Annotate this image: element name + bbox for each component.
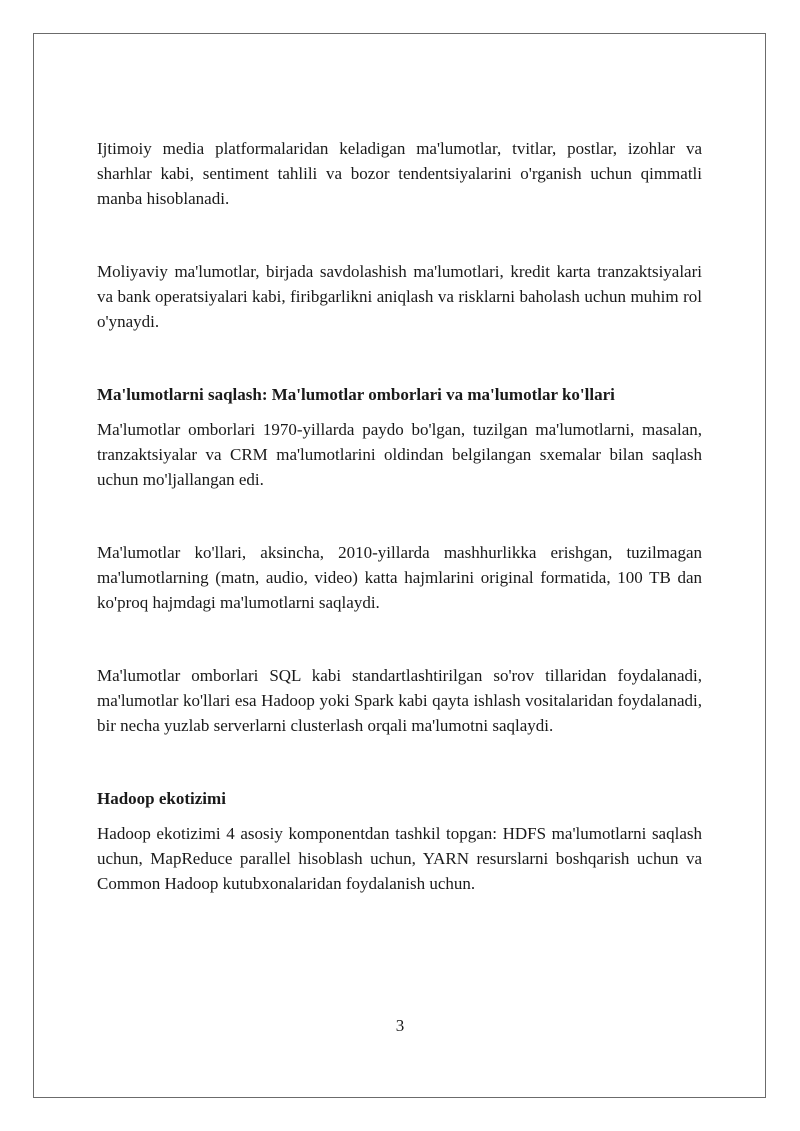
heading-hadoop-ecosystem: Hadoop ekotizimi [97,789,226,808]
paragraph-data-warehouses: Ma'lumotlar omborlari 1970-yillarda paydo bo'lgan, tuzilgan ma'lumotlarni, masalan, tranzaktsiyalar va CRM ma'lumotlarini oldindan belgilangan sxemalar bilan saqlash uchun mo'ljallangan edi. [97,420,702,489]
page-number: 3 [395,1016,405,1035]
heading-data-storage: Ma'lumotlarni saqlash: Ma'lumotlar omborlari va ma'lumotlar ko'llari [97,385,615,404]
paragraph-financial-data: Moliyaviy ma'lumotlar, birjada savdolashish ma'lumotlari, kredit karta tranzaktsiyalari va bank operatsiyalari kabi, firibgarlikni aniqlash va risklarni baholash uchun muhim rol o'ynaydi. [97,262,702,331]
paragraph-data-lakes: Ma'lumotlar ko'llari, aksincha, 2010-yillarda mashhurlikka erishgan, tuzilmagan ma'lumotlarning (matn, audio, video) katta hajmlarini original formatida, 100 TB dan ko'proq hajmdagi ma'lumotlarni saqlaydi. [97,543,702,612]
page-content [97,136,702,896]
paragraph-social-media-data: Ijtimoiy media platformalaridan keladigan ma'lumotlar, tvitlar, postlar, izohlar va sharhlar kabi, sentiment tahlili va bozor tendentsiyalarini o'rganish uchun qimmatli manba hisoblanadi. [97,139,702,208]
paragraph-warehouse-vs-lake: Ma'lumotlar omborlari SQL kabi standartlashtirilgan so'rov tillaridan foydalanadi, ma'lumotlar ko'llari esa Hadoop yoki Spark kabi qayta ishlash vositalaridan foydalanadi, bir necha yuzlab serverlarni clusterlash orqali ma'lumotni saqlaydi. [97,666,702,735]
paragraph-hadoop-components: Hadoop ekotizimi 4 asosiy komponentdan tashkil topgan: HDFS ma'lumotlarni saqlash uchun, MapReduce parallel hisoblash uchun, YARN resurslarni boshqarish uchun va Common Hadoop kutubxonalaridan foydalanish uchun. [97,824,702,893]
